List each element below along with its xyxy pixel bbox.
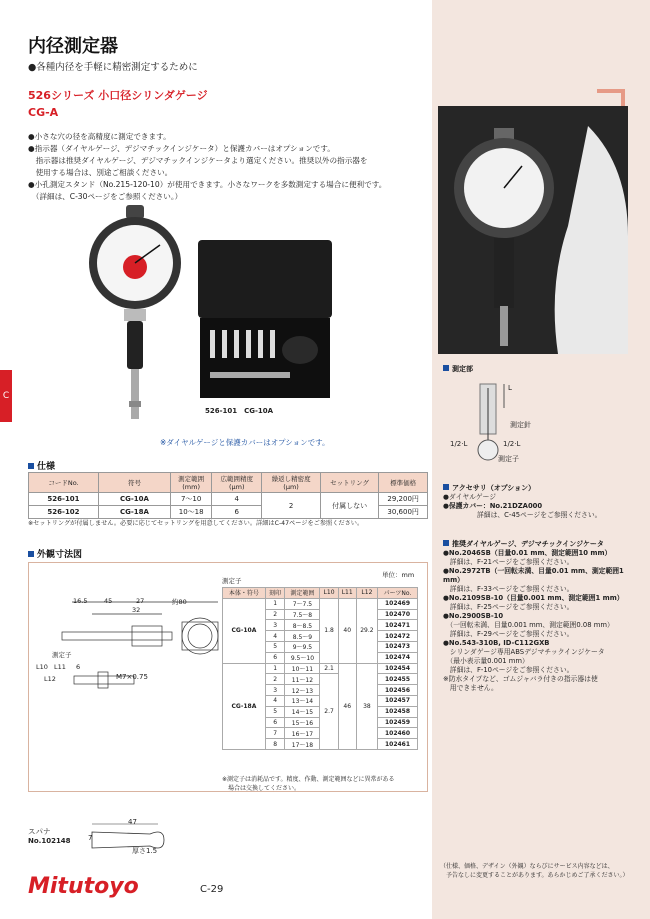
cell: 102456 (378, 685, 418, 696)
cell: 526-101 (29, 493, 99, 506)
cell: 40 (338, 598, 356, 663)
spanner-dim-47: 47 (128, 818, 137, 826)
cell: 3 (265, 685, 285, 696)
col-header: 繰返し精密度 (μm) (262, 473, 321, 493)
feature-list (28, 131, 428, 203)
acc-line: ●ダイヤルゲージ (443, 493, 497, 501)
label-half-l-right: 1/2·L (503, 440, 521, 448)
col-header: 広範囲精度 (μm) (212, 473, 262, 493)
dim-l12: L12 (44, 675, 56, 683)
dims-heading (28, 547, 82, 560)
rec-title: 推奨ダイヤルゲージ、デジマチックインジケータ (452, 540, 604, 548)
cell: 9〜9.5 (285, 641, 320, 652)
feature-item: 使用する場合は、別途ご相談ください。 (28, 168, 173, 177)
cell: 5 (265, 706, 285, 717)
accessory-block (443, 484, 643, 520)
spanner-code: No.102148 (28, 837, 71, 845)
dim-contact: 測定子 (52, 651, 72, 659)
spec-heading-label: 仕様 (37, 462, 56, 472)
label-needle: 測定針 (510, 421, 531, 429)
rec-line: 詳細は、F-33ページをご参照ください。 (443, 585, 574, 593)
cell: 29.2 (356, 598, 377, 663)
rec-line: ※防水タイプなど、ゴムジャバラ付きの指示器は使 (443, 675, 598, 683)
col-header: セットリング (320, 473, 378, 493)
spanner-block (28, 826, 71, 845)
acc-line: 詳細は、C-45ページをご参照ください。 (443, 511, 602, 519)
cell: 2 (265, 674, 285, 685)
dim-16-5: 16.5 (73, 597, 88, 605)
page-subtitle: ●各種内径を手軽に精密測定するために (28, 62, 198, 73)
image-caption: 526-101 CG-10A (205, 407, 274, 415)
model-code: CG-A (28, 106, 59, 119)
label-half-l-left: 1/2·L (450, 440, 468, 448)
col-header: 測定範囲 (285, 588, 320, 599)
cell: CG-10A (223, 598, 266, 663)
col-header: パーツNo. (378, 588, 418, 599)
dimension-drawing (32, 592, 220, 702)
spanner-dim-7: 7 (88, 834, 93, 842)
cell: CG-18A (99, 506, 171, 519)
measure-part-heading (443, 364, 473, 374)
section-tab[interactable]: C (0, 370, 12, 422)
cell: 4 (265, 695, 285, 706)
case-illustration (198, 240, 332, 400)
cell: 102457 (378, 695, 418, 706)
cell: 102472 (378, 631, 418, 642)
brand-logo: Mitutoyo (28, 874, 139, 899)
gauge-illustration (80, 205, 190, 435)
cell: 30,600円 (379, 506, 428, 519)
cell: 13〜14 (285, 695, 320, 706)
feature-item: （詳細は、C-30ページをご参照ください。） (28, 192, 183, 201)
cell: 16〜17 (285, 728, 320, 739)
dim-6: 6 (76, 663, 81, 671)
blue-square-icon (443, 540, 449, 546)
cell: 7.5〜8 (285, 609, 320, 620)
label-contact: 測定子 (498, 455, 519, 463)
option-note: ※ダイヤルゲージと保護カバーはオプションです。 (160, 438, 330, 447)
cell: 10〜18 (171, 506, 212, 519)
cell: 102473 (378, 641, 418, 652)
cell: 102461 (378, 739, 418, 750)
rec-heading (443, 540, 643, 549)
rec-line: ●No.2900SB-10 (443, 612, 504, 620)
cell: 29,200円 (379, 493, 428, 506)
dim-l11: L11 (54, 663, 66, 671)
cell: 12〜13 (285, 685, 320, 696)
cell: 10〜11 (285, 663, 320, 674)
cell: 38 (356, 663, 377, 749)
cell: 102469 (378, 598, 418, 609)
col-header: 符号 (99, 473, 171, 493)
page-number: C-29 (200, 884, 224, 895)
parts-caption: 測定子 (222, 577, 242, 585)
footer-note: （仕様、価格、デザイン（外観）ならびにサービス内容などは、 予告なしに変更することがあります。あらかじめご了承ください。） (440, 863, 629, 879)
rec-line: 用できません。 (443, 684, 498, 692)
cell: 46 (338, 663, 356, 749)
col-header: L11 (338, 588, 356, 599)
cell: 1 (265, 598, 285, 609)
cell: 2.7 (320, 674, 338, 750)
col-header: 本体・符号 (223, 588, 266, 599)
page-title: 内径測定器 (28, 36, 118, 57)
parts-note: ※測定子は消耗品です。精度、作動、測定範囲などに異常がある 場合は交換してください。 (222, 776, 395, 792)
cell: 6 (265, 652, 285, 663)
blue-square-icon (28, 551, 34, 557)
spanner-thickness: 厚さ1.5 (132, 847, 158, 855)
cell: 526-102 (29, 506, 99, 519)
acc-heading (443, 484, 643, 493)
feature-item: ●小孔測定スタンド（No.215-120-10）が使用できます。小さなワークを多数測定する場合に便利です。 (28, 180, 387, 189)
col-header: コードNo. (29, 473, 99, 493)
table-row (29, 493, 428, 506)
cell: 102459 (378, 717, 418, 728)
cell: 2 (262, 493, 321, 519)
feature-item: 指示器は推奨ダイヤルゲージ、デジマチックインジケータより選定ください。推奨以外の指示器を (28, 156, 368, 165)
feature-item: ●小さな穴の径を高精度に測定できます。 (28, 132, 171, 141)
cell: 1 (265, 663, 285, 674)
cell: 7 (265, 728, 285, 739)
col-header: L10 (320, 588, 338, 599)
cell: 8.5〜9 (285, 631, 320, 642)
cell: 102454 (378, 663, 418, 674)
cell: 11〜12 (285, 674, 320, 685)
cell: 2.1 (320, 663, 338, 674)
rec-line: ●No.2109SB-10（目量0.001 mm、測定範囲1 mm） (443, 594, 624, 602)
rec-line: 詳細は、F-29ページをご参照ください。 (443, 630, 574, 638)
recommended-block (443, 540, 643, 693)
cell: 7〜10 (171, 493, 212, 506)
col-header: 刻印 (265, 588, 285, 599)
dim-thread: M7×0.75 (116, 673, 148, 681)
cell: 102471 (378, 620, 418, 631)
rec-line: ●No.543-310B, ID-C112GXB (443, 639, 550, 647)
rec-line: シリンダゲージ専用ABSデジマチックインジケータ (443, 648, 605, 656)
col-header: L12 (356, 588, 377, 599)
cell: 102474 (378, 652, 418, 663)
feature-item: ●指示器（ダイヤルゲージ、デジマチックインジケータ）と保護カバーはオプションです。 (28, 144, 335, 153)
col-header: 測定範囲 (mm) (171, 473, 212, 493)
cell: 3 (265, 620, 285, 631)
table-row (223, 663, 418, 674)
cell: 6 (212, 506, 262, 519)
parts-table (222, 587, 418, 750)
dim-80: 約80 (172, 598, 187, 606)
cell: 15〜16 (285, 717, 320, 728)
cell: 102455 (378, 674, 418, 685)
cell: 102470 (378, 609, 418, 620)
cell: 4 (265, 631, 285, 642)
cell: 17〜18 (285, 739, 320, 750)
cell: 8 (265, 739, 285, 750)
rec-line: 詳細は、F-10ページをご参照ください。 (443, 666, 574, 674)
blue-square-icon (443, 484, 449, 490)
cell: 5 (265, 641, 285, 652)
rec-line: （最小表示量0.001 mm） (443, 657, 529, 665)
cell: 8〜8.5 (285, 620, 320, 631)
cell: 6 (265, 717, 285, 728)
label-l: L (508, 384, 512, 392)
rec-line: 詳細は、F-21ページをご参照ください。 (443, 558, 574, 566)
spec-heading (28, 459, 55, 472)
acc-title: アクセサリ（オプション） (452, 484, 536, 492)
dim-l10: L10 (36, 663, 48, 671)
cell: 102458 (378, 706, 418, 717)
col-header: 標準価格 (379, 473, 428, 493)
dim-45: 45 (104, 597, 113, 605)
table-row (223, 598, 418, 609)
dims-heading-label: 外観寸法図 (37, 550, 83, 560)
rec-line: ●No.2046SB（目量0.01 mm、測定範囲10 mm） (443, 549, 612, 557)
cell: CG-18A (223, 663, 266, 749)
spanner-title: スパナ (28, 827, 51, 836)
blue-square-icon (28, 463, 34, 469)
cell: 1.8 (320, 598, 338, 663)
dim-32: 32 (132, 606, 141, 614)
cell: 102460 (378, 728, 418, 739)
cell: 2 (265, 609, 285, 620)
cell: 14〜15 (285, 706, 320, 717)
unit-label: 単位：mm (382, 571, 415, 579)
spec-note: ※セットリングが付属しません。必要に応じてセットリングを用意してください。詳細はC-47ページをご参照ください。 (28, 520, 364, 527)
acc-line: ●保護カバー：No.21DZA000 (443, 502, 543, 510)
cell: 7〜7.5 (285, 598, 320, 609)
dim-27: 27 (136, 597, 145, 605)
spec-table (28, 472, 428, 519)
cell: CG-10A (99, 493, 171, 506)
measure-part-label: 測定部 (452, 365, 473, 373)
cell: 付属しない (320, 493, 378, 519)
product-photo (438, 106, 628, 354)
series-title: 526シリーズ 小口径シリンダゲージ (28, 89, 208, 102)
rec-line: 詳細は、F-25ページをご参照ください。 (443, 603, 574, 611)
blue-square-icon (443, 365, 449, 371)
rec-line: ●No.2972TB（一回転未満、目量0.01 mm、測定範囲1 mm） (443, 567, 624, 584)
cell: 9.5〜10 (285, 652, 320, 663)
cell: 4 (212, 493, 262, 506)
rec-line: （一回転未満、目量0.001 mm、測定範囲0.08 mm） (443, 621, 614, 629)
